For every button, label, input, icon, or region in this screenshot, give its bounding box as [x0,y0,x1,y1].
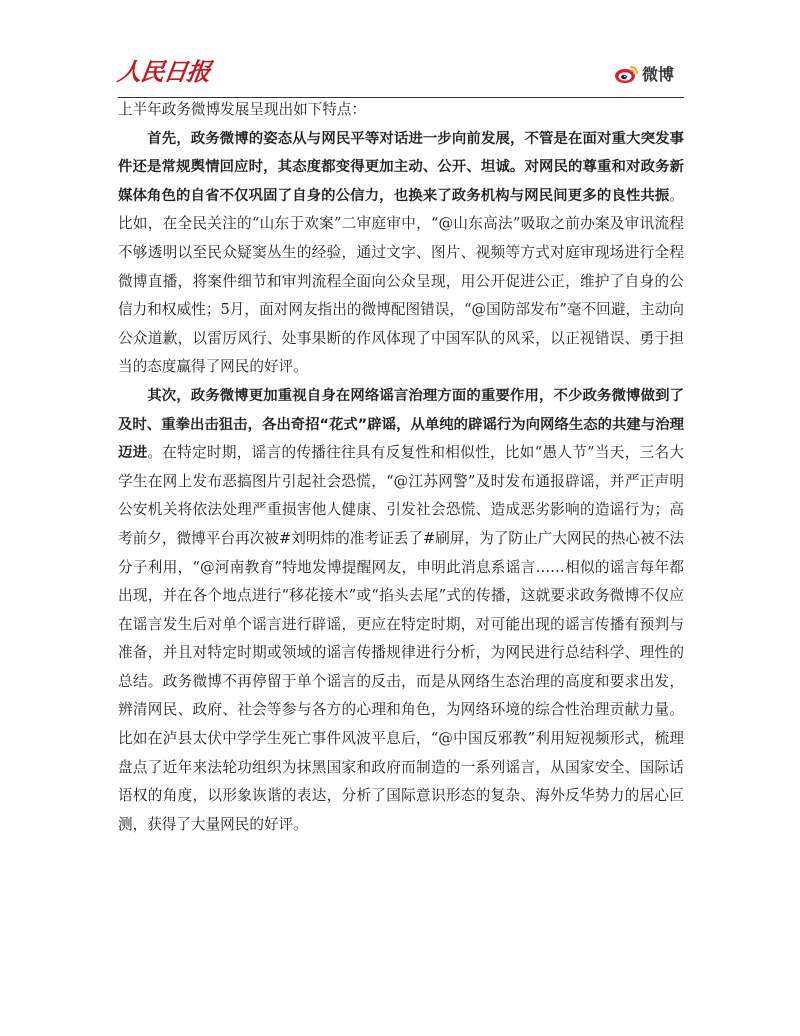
peoples-daily-logo: 人民日报 [115,57,212,86]
paragraph-first [118,125,684,382]
weibo-logo-text: 微博 [641,65,674,84]
weibo-eye-icon [614,63,640,85]
weibo-logo [614,62,674,85]
paragraph-first-text: 。比如，在全民关注的“山东于欢案”二审庭审中，“@山东高法”吸取之前办案及审讯流程不够透明以至民众疑窦丛生的经验，通过文字、图片、视频等方式对庭审现场进行全程微博直播，将案件细节和审判流程全面向公众呈现，用公开促进公正，维护了自身的公信力和权威性；5月，面对网友指出的微博配图错误，“@国防部发布”毫不回避，主动向公众道歉，以雷厉风行、处事果断的作风体现了中国军队的风采，以正视错误、勇于担当的态度赢得了网民的好评。 [118,186,684,376]
document-body [118,96,684,839]
page-header [115,52,684,96]
paragraph-first-bold: 首先，政务微博的姿态从与网民平等对话进一步向前发展，不管是在面对重大突发事件还是常规舆情回应时，其态度都变得更加主动、公开、坦诚。对网民的尊重和对政务新媒体角色的自省不仅巩固了自身的公信力，也换来了政务机构与网民间更多的良性共振 [118,130,684,204]
intro-line: 上半年政务微博发展呈现出如下特点： [118,101,367,118]
paragraph-second-text: 。在特定时期，谣言的传播往往具有反复性和相似性，比如“愚人节”当天，三名大学生在网上发布恶搞图片引起社会恐慌，“@江苏网警”及时发布通报辟谣，并严正声明公安机关将依法处理严重损害他人健康、引发社会恐慌、造成恶劣影响的造谣行为；高考前夕，微博平台再次被#刘明炜的准考证丢了#刷屏，为了防止广大网民的热心被不法分子利用，“@河南教育”特地发博提醒网友，申明此消息系谣言……相似的谣言每年都出现，并在各个地点进行“移花接木”或“掐头去尾”式的传播，这就要求政务微博不仅应在谣言发生后对单个谣言进行辟谣，更应在特定时期，对可能出现的谣言传播有预判与准备，并且对特定时期或领域的谣言传播规律进行分析，为网民进行总结科学、理性的总结。政务微博不再停留于单个谣言的反击，而是从网络生态治理的高度和要求出发，辨清网民、政府、社会等参与各方的心理和角色，为网络环境的综合性治理贡献力量。比如在泸县太伏中学学生死亡事件风波平息后，“@中国反邪教”利用短视频形式，梳理盘点了近年来法轮功组织为抹黑国家和政府而制造的一系列谣言，从国家安全、国际话语权的角度，以形象诙谐的表达，分析了国际意识形态的复杂、海外反华势力的居心叵测，获得了大量网民的好评。 [118,444,684,833]
paragraph-second-bold: 其次，政务微博更加重视自身在网络谣言治理方面的重要作用，不少政务微博做到了及时、重拳出击狙击，各出奇招“花式”辟谣，从单纯的辟谣行为向网络生态的共建与治理迈进 [118,387,684,462]
paragraph-second [118,382,684,840]
